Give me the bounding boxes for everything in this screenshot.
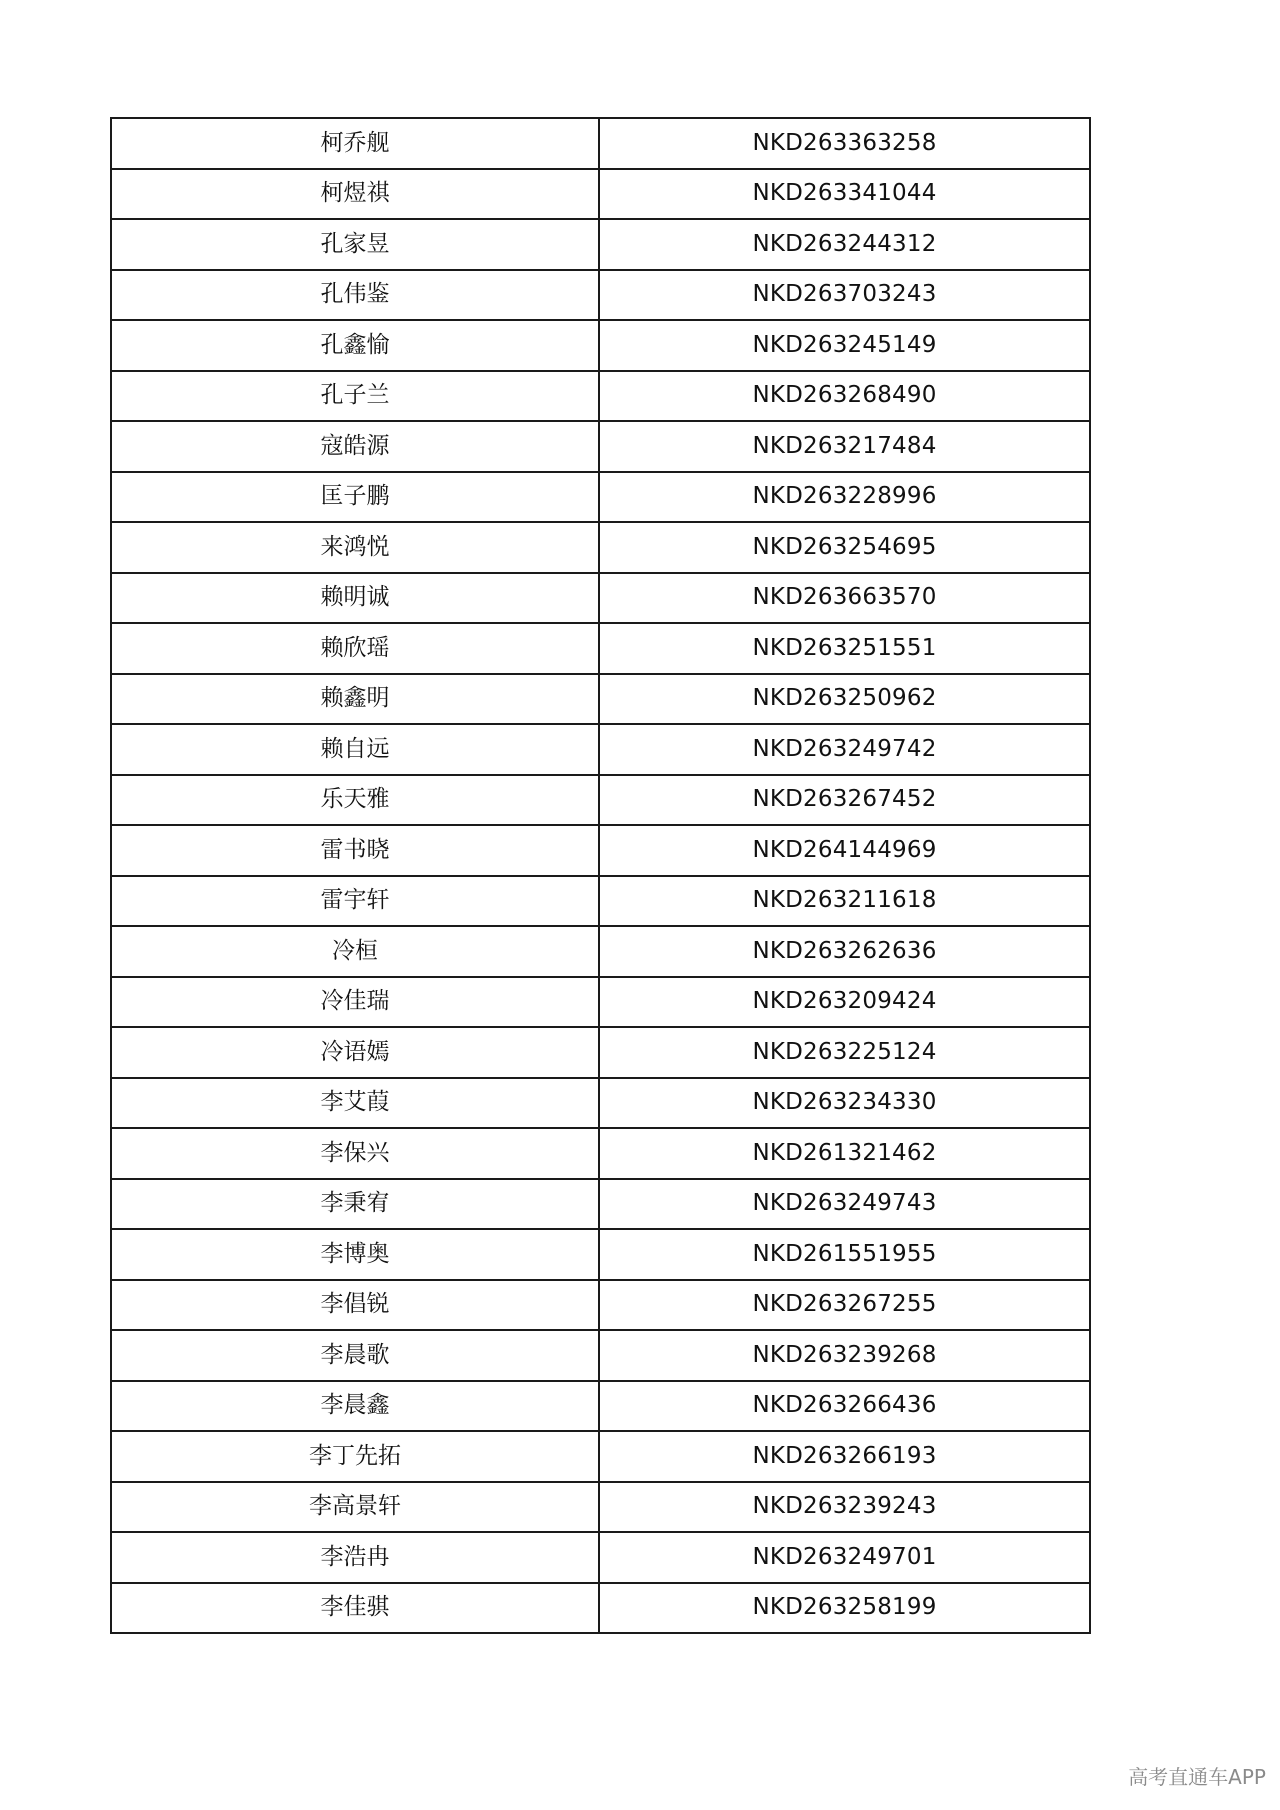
table-row xyxy=(111,320,1090,371)
student-name-cell: 李保兴 xyxy=(111,1128,599,1179)
student-name-cell: 乐天雅 xyxy=(111,775,599,826)
table-row xyxy=(111,674,1090,725)
registration-id-cell: NKD263262636 xyxy=(599,926,1090,977)
student-name-cell: 冷佳瑞 xyxy=(111,977,599,1028)
table-row xyxy=(111,623,1090,674)
table-row xyxy=(111,1027,1090,1078)
roster-table-body xyxy=(111,118,1090,1633)
student-name-cell: 冷语嫣 xyxy=(111,1027,599,1078)
student-name-cell: 李佳骐 xyxy=(111,1583,599,1634)
student-name-cell: 孔伟鉴 xyxy=(111,270,599,321)
student-name-cell: 赖自远 xyxy=(111,724,599,775)
table-row xyxy=(111,371,1090,422)
table-row xyxy=(111,1280,1090,1331)
student-name-cell: 孔鑫愉 xyxy=(111,320,599,371)
registration-id-cell: NKD263249742 xyxy=(599,724,1090,775)
registration-id-cell: NKD263251551 xyxy=(599,623,1090,674)
registration-id-cell: NKD263341044 xyxy=(599,169,1090,220)
registration-id-cell: NKD263266193 xyxy=(599,1431,1090,1482)
table-row xyxy=(111,1128,1090,1179)
table-row xyxy=(111,926,1090,977)
student-name-cell: 来鸿悦 xyxy=(111,522,599,573)
table-row xyxy=(111,522,1090,573)
table-row xyxy=(111,270,1090,321)
table-row xyxy=(111,1381,1090,1432)
registration-id-cell: NKD263225124 xyxy=(599,1027,1090,1078)
registration-id-cell: NKD263209424 xyxy=(599,977,1090,1028)
table-row xyxy=(111,977,1090,1028)
registration-id-cell: NKD261551955 xyxy=(599,1229,1090,1280)
registration-id-cell: NKD263249743 xyxy=(599,1179,1090,1230)
table-row xyxy=(111,472,1090,523)
registration-id-cell: NKD263363258 xyxy=(599,118,1090,169)
registration-id-cell: NKD263703243 xyxy=(599,270,1090,321)
student-name-cell: 雷书晓 xyxy=(111,825,599,876)
student-name-cell: 寇皓源 xyxy=(111,421,599,472)
table-row xyxy=(111,724,1090,775)
registration-id-cell: NKD263267452 xyxy=(599,775,1090,826)
registration-id-cell: NKD263245149 xyxy=(599,320,1090,371)
registration-id-cell: NKD263663570 xyxy=(599,573,1090,624)
student-name-cell: 雷宇轩 xyxy=(111,876,599,927)
student-name-cell: 李博奥 xyxy=(111,1229,599,1280)
registration-id-cell: NKD263249701 xyxy=(599,1532,1090,1583)
student-name-cell: 匡子鹏 xyxy=(111,472,599,523)
student-name-cell: 赖欣瑶 xyxy=(111,623,599,674)
student-name-cell: 柯乔舰 xyxy=(111,118,599,169)
table-row xyxy=(111,1583,1090,1634)
registration-id-cell: NKD263228996 xyxy=(599,472,1090,523)
student-name-cell: 孔子兰 xyxy=(111,371,599,422)
registration-id-cell: NKD263239268 xyxy=(599,1330,1090,1381)
student-name-cell: 李倡锐 xyxy=(111,1280,599,1331)
registration-id-cell: NKD263234330 xyxy=(599,1078,1090,1129)
student-name-cell: 李高景轩 xyxy=(111,1482,599,1533)
watermark: 高考直通车APP xyxy=(1128,1765,1266,1789)
table-row xyxy=(111,1078,1090,1129)
registration-id-cell: NKD263266436 xyxy=(599,1381,1090,1432)
registration-id-cell: NKD263258199 xyxy=(599,1583,1090,1634)
student-name-cell: 赖鑫明 xyxy=(111,674,599,725)
registration-id-cell: NKD261321462 xyxy=(599,1128,1090,1179)
table-row xyxy=(111,1330,1090,1381)
table-row xyxy=(111,1229,1090,1280)
registration-id-cell: NKD263250962 xyxy=(599,674,1090,725)
registration-id-cell: NKD263254695 xyxy=(599,522,1090,573)
table-row xyxy=(111,1532,1090,1583)
student-name-cell: 李艾葭 xyxy=(111,1078,599,1129)
table-row xyxy=(111,825,1090,876)
student-name-cell: 李秉宥 xyxy=(111,1179,599,1230)
student-name-cell: 李丁先拓 xyxy=(111,1431,599,1482)
student-name-cell: 李晨鑫 xyxy=(111,1381,599,1432)
registration-id-cell: NKD263244312 xyxy=(599,219,1090,270)
student-name-cell: 赖明诚 xyxy=(111,573,599,624)
registration-id-cell: NKD263239243 xyxy=(599,1482,1090,1533)
registration-id-cell: NKD263211618 xyxy=(599,876,1090,927)
table-row xyxy=(111,1431,1090,1482)
student-name-cell: 李晨歌 xyxy=(111,1330,599,1381)
student-name-cell: 柯煜祺 xyxy=(111,169,599,220)
table-row xyxy=(111,118,1090,169)
table-row xyxy=(111,219,1090,270)
roster-table xyxy=(110,117,1091,1634)
table-row xyxy=(111,1179,1090,1230)
table-row xyxy=(111,1482,1090,1533)
registration-id-cell: NKD263268490 xyxy=(599,371,1090,422)
student-name-cell: 孔家昱 xyxy=(111,219,599,270)
table-row xyxy=(111,876,1090,927)
registration-id-cell: NKD264144969 xyxy=(599,825,1090,876)
table-row xyxy=(111,775,1090,826)
table-row xyxy=(111,573,1090,624)
student-name-cell: 李浩冉 xyxy=(111,1532,599,1583)
table-row xyxy=(111,169,1090,220)
student-name-cell: 冷桓 xyxy=(111,926,599,977)
table-row xyxy=(111,421,1090,472)
registration-id-cell: NKD263267255 xyxy=(599,1280,1090,1331)
registration-id-cell: NKD263217484 xyxy=(599,421,1090,472)
